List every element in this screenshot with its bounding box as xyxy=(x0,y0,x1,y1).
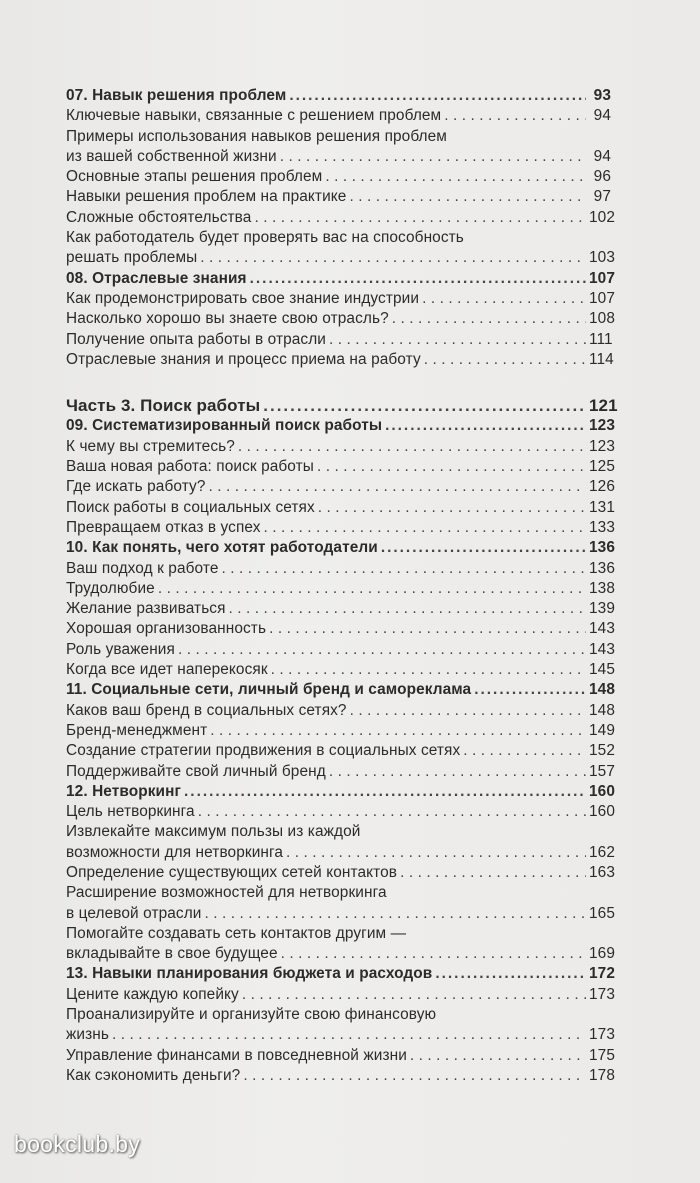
dot-leader xyxy=(350,701,586,721)
toc-entry xyxy=(66,208,615,228)
toc-page-number: 162 xyxy=(589,843,615,861)
toc-entry-title: Примеры использования навыков решения проблем xyxy=(66,127,447,145)
toc-entry-title: Навыки решения проблем на практике xyxy=(66,188,347,206)
toc-entry xyxy=(66,228,615,269)
dot-leader xyxy=(474,680,586,700)
toc-entry-title: решать проблемы xyxy=(66,249,198,267)
dot-leader xyxy=(263,396,586,416)
dot-leader xyxy=(392,309,586,329)
toc-page-number: 94 xyxy=(593,107,611,125)
toc-entry-title: Ваш подход к работе xyxy=(66,559,219,577)
dot-leader xyxy=(385,416,586,436)
toc-entry-title: вкладывайте в свое будущее xyxy=(66,945,278,963)
dot-leader xyxy=(435,964,586,984)
toc-entry xyxy=(66,660,615,680)
toc-entry xyxy=(66,619,615,639)
dot-leader xyxy=(381,538,586,558)
toc-page-number: 103 xyxy=(589,249,615,267)
toc-entry xyxy=(66,579,615,599)
dot-leader xyxy=(243,1066,586,1086)
dot-leader xyxy=(221,559,586,579)
toc-entry xyxy=(66,437,615,457)
toc-chapter-heading xyxy=(66,538,615,558)
toc-page-number: 157 xyxy=(589,762,615,780)
toc-page-number: 145 xyxy=(589,661,615,679)
dot-leader xyxy=(463,741,586,761)
toc-entry-title: Часть 3. Поиск работы xyxy=(66,396,261,416)
toc-page-number: 152 xyxy=(589,742,615,760)
toc-page-number: 136 xyxy=(589,539,615,557)
watermark: bookclub.by xyxy=(14,1131,141,1157)
toc-entry-title: 13. Навыки планирования бюджета и расходов xyxy=(66,965,433,983)
toc-page-number: 123 xyxy=(589,437,615,455)
toc-page-number: 173 xyxy=(589,985,615,1003)
dot-leader xyxy=(178,640,586,660)
toc-entry xyxy=(66,167,611,187)
toc-entry xyxy=(66,701,615,721)
toc-page-number: 94 xyxy=(593,147,611,165)
dot-leader xyxy=(317,457,586,477)
dot-leader xyxy=(444,106,586,126)
dot-leader xyxy=(289,86,586,106)
toc-entry-title: 12. Нетворкинг xyxy=(66,782,182,800)
dot-leader xyxy=(422,289,586,309)
toc-entry-title: Как сэкономить деньги? xyxy=(66,1066,241,1084)
toc-entry-title: Ваша новая работа: поиск работы xyxy=(66,458,314,476)
toc-entry xyxy=(66,924,615,965)
toc-page-number: 97 xyxy=(593,188,611,206)
toc-page-number: 143 xyxy=(589,640,615,658)
toc-page-number: 149 xyxy=(589,721,615,739)
toc-entry-title: Хорошая организованность xyxy=(66,620,267,638)
toc-entry-title: Отраслевые знания и процесс приема на работу xyxy=(66,350,421,368)
dot-leader xyxy=(254,208,586,228)
toc-entry xyxy=(66,822,615,863)
dot-leader xyxy=(198,802,586,822)
toc-entry-title: Получение опыта работы в отрасли xyxy=(66,330,326,348)
toc-entry-title: Желание развиваться xyxy=(66,600,226,618)
toc-entry xyxy=(66,498,615,518)
toc-entry-title: Определение существующих сетей контактов xyxy=(66,863,398,881)
dot-leader xyxy=(329,762,586,782)
toc-entry xyxy=(66,741,615,761)
toc-entry xyxy=(66,309,615,329)
toc-entry-title: Извлекайте максимум пользы из каждой xyxy=(66,823,361,841)
toc-chapter-heading xyxy=(66,964,615,984)
dot-leader xyxy=(271,660,586,680)
toc-page-number: 172 xyxy=(589,965,615,983)
toc-entry-title: Бренд-менеджмент xyxy=(66,721,208,739)
toc-chapter-heading xyxy=(66,269,615,289)
toc-entry-title: 11. Социальные сети, личный бренд и самореклама xyxy=(66,681,472,699)
toc-entry-title: Поиск работы в социальных сетях xyxy=(66,498,315,516)
toc-page-number: 107 xyxy=(589,289,615,307)
toc-entry xyxy=(66,1046,615,1066)
toc-entry-title: Управление финансами в повседневной жизни xyxy=(66,1046,407,1064)
toc-entry-title: Помогайте создавать сеть контактов другим — xyxy=(66,924,407,942)
toc-entry-title: Создание стратегии продвижения в социальных сетях xyxy=(66,742,461,760)
toc-entry-title: Сложные обстоятельства xyxy=(66,208,252,226)
dot-leader xyxy=(250,269,586,289)
dot-leader xyxy=(158,579,586,599)
toc-chapter-heading xyxy=(66,782,615,802)
dot-leader xyxy=(329,330,586,350)
toc-entry-title: 09. Систематизированный поиск работы xyxy=(66,417,383,435)
toc-entry-title: возможности для нетворкинга xyxy=(66,843,284,861)
toc-page-number: 102 xyxy=(589,208,615,226)
toc-page-number: 121 xyxy=(589,396,618,416)
toc-page-number: 148 xyxy=(589,701,615,719)
toc-page-number: 139 xyxy=(589,600,615,618)
toc-entry-title: Ключевые навыки, связанные с решением проблем xyxy=(66,107,442,125)
toc-page-number: 93 xyxy=(593,87,611,104)
toc-chapter-heading xyxy=(66,416,615,436)
toc-entry-title: Цель нетворкинга xyxy=(66,803,195,821)
toc-chapter-heading xyxy=(66,86,611,106)
toc-entry xyxy=(66,640,615,660)
toc-entry-title: Где искать работу? xyxy=(66,478,206,496)
toc-entry xyxy=(66,863,615,883)
toc-page-number: 126 xyxy=(589,478,615,496)
toc-entry xyxy=(66,559,615,579)
toc-page-number: 143 xyxy=(589,620,615,638)
toc-page-number: 108 xyxy=(589,310,615,328)
toc-page-number: 165 xyxy=(589,904,615,922)
toc-page-number: 123 xyxy=(589,417,615,435)
toc-entry-title: Роль уважения xyxy=(66,640,175,658)
toc-entry-title: К чему вы стремитесь? xyxy=(66,437,235,455)
toc-page-number: 136 xyxy=(589,559,615,577)
dot-leader xyxy=(208,477,586,497)
toc-entry-title: в целевой отрасли xyxy=(66,904,202,922)
toc-page-number: 138 xyxy=(589,579,615,597)
toc-entry-title: Проанализируйте и организуйте свою финансовую xyxy=(66,1006,437,1024)
dot-leader xyxy=(280,147,586,167)
toc-page-number: 160 xyxy=(589,803,615,821)
table-of-contents xyxy=(66,86,618,1086)
toc-page-number: 131 xyxy=(589,498,615,516)
toc-page-number: 178 xyxy=(589,1066,615,1084)
toc-entry xyxy=(66,1066,615,1086)
dot-leader xyxy=(238,437,586,457)
toc-entry xyxy=(66,599,615,619)
toc-entry xyxy=(66,106,611,126)
toc-page-number: 111 xyxy=(589,330,613,348)
dot-leader xyxy=(184,782,586,802)
toc-page-number: 163 xyxy=(589,863,615,881)
dot-leader xyxy=(200,248,586,268)
dot-leader xyxy=(349,187,586,207)
toc-entry xyxy=(66,985,615,1005)
toc-page-number: 169 xyxy=(589,945,615,963)
toc-part-heading xyxy=(66,396,618,416)
toc-entry xyxy=(66,127,611,168)
toc-entry xyxy=(66,721,615,741)
dot-leader xyxy=(424,350,586,370)
toc-entry-title: 08. Отраслевые знания xyxy=(66,269,247,287)
toc-entry xyxy=(66,802,615,822)
toc-entry xyxy=(66,350,614,370)
toc-entry-title: Расширение возможностей для нетворкинга xyxy=(66,884,387,902)
toc-entry xyxy=(66,289,615,309)
toc-page-number: 148 xyxy=(589,681,615,699)
toc-entry-title: Основные этапы решения проблем xyxy=(66,168,323,186)
dot-leader xyxy=(269,619,586,639)
dot-leader xyxy=(281,944,586,964)
dot-leader xyxy=(400,863,586,883)
toc-entry xyxy=(66,883,615,924)
toc-entry-title: Как работодатель будет проверять вас на способность xyxy=(66,229,464,247)
toc-entry xyxy=(66,477,615,497)
toc-page-number: 125 xyxy=(589,458,615,476)
section-gap xyxy=(66,370,611,396)
toc-entry-title: Насколько хорошо вы знаете свою отрасль? xyxy=(66,310,389,328)
toc-page-number: 96 xyxy=(593,168,611,186)
toc-entry xyxy=(66,1005,615,1046)
toc-entry-title: Превращаем отказ в успех xyxy=(66,518,261,536)
dot-leader xyxy=(410,1046,586,1066)
toc-entry-title: из вашей собственной жизни xyxy=(66,147,277,165)
toc-page-number: 175 xyxy=(589,1046,615,1064)
toc-entry xyxy=(66,762,615,782)
toc-entry-title: Каков ваш бренд в социальных сетях? xyxy=(66,701,347,719)
toc-entry xyxy=(66,330,611,350)
toc-entry-title: Когда все идет наперекосяк xyxy=(66,661,268,679)
toc-chapter-heading xyxy=(66,680,615,700)
dot-leader xyxy=(229,599,586,619)
toc-page-number: 173 xyxy=(589,1026,615,1044)
dot-leader xyxy=(318,498,586,518)
toc-page-number: 133 xyxy=(589,518,615,536)
toc-page-number: 107 xyxy=(589,269,615,287)
toc-entry-title: Трудолюбие xyxy=(66,579,155,597)
dot-leader xyxy=(242,985,586,1005)
dot-leader xyxy=(204,904,586,924)
dot-leader xyxy=(210,721,586,741)
dot-leader xyxy=(264,518,587,538)
toc-entry-title: Цените каждую копейку xyxy=(66,985,239,1003)
toc-entry-title: Как продемонстрировать свое знание индустрии xyxy=(66,289,420,307)
toc-page-number: 160 xyxy=(589,782,615,800)
toc-entry-title: жизнь xyxy=(66,1026,109,1044)
toc-entry-title: Поддерживайте свой личный бренд xyxy=(66,762,326,780)
dot-leader xyxy=(325,167,586,187)
toc-entry xyxy=(66,187,611,207)
toc-entry xyxy=(66,518,615,538)
toc-entry xyxy=(66,457,615,477)
dot-leader xyxy=(286,843,586,863)
toc-entry-title: 10. Как понять, чего хотят работодатели xyxy=(66,539,378,557)
toc-page-number: 114 xyxy=(589,350,614,368)
toc-entry-title: 07. Навык решения проблем xyxy=(66,87,287,104)
dot-leader xyxy=(112,1025,586,1045)
